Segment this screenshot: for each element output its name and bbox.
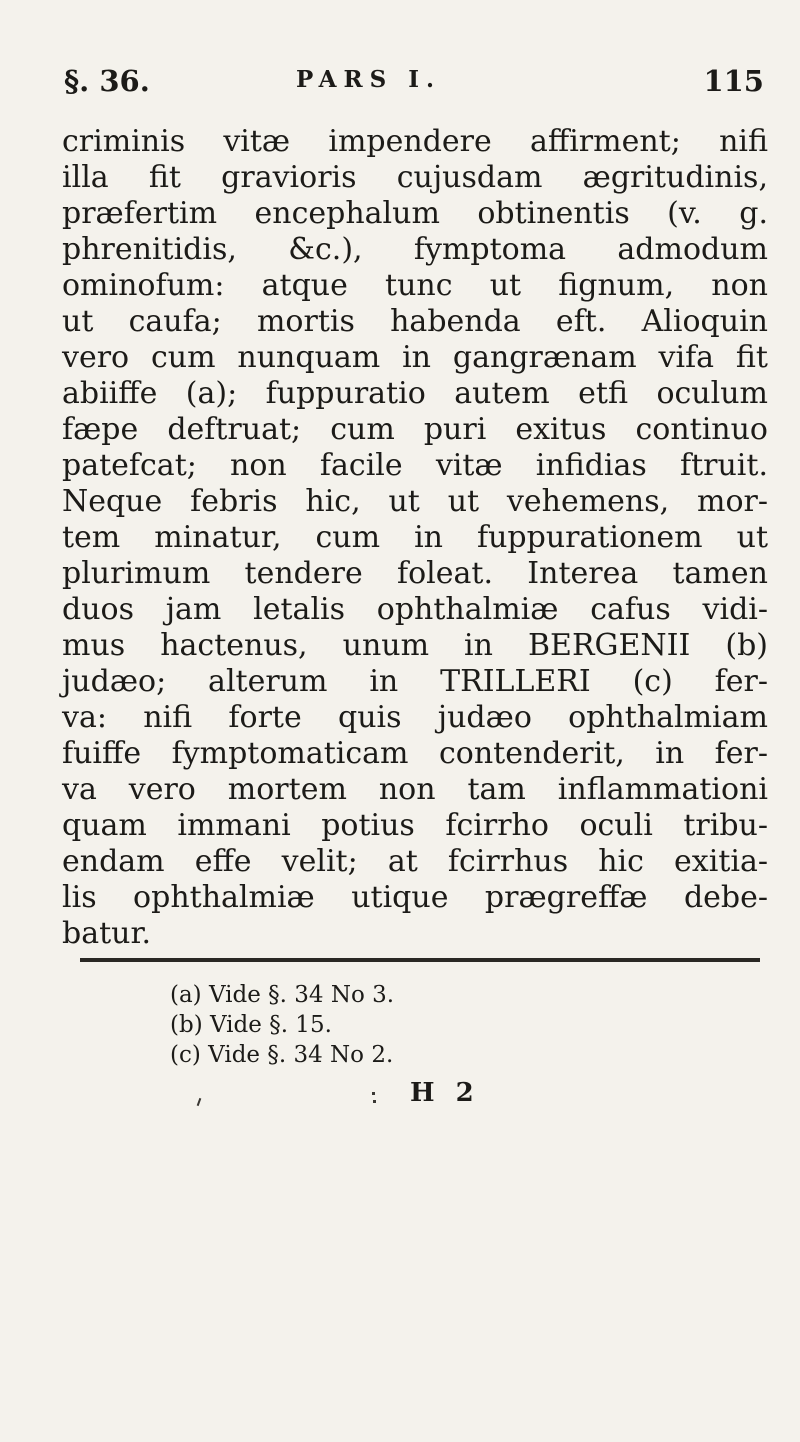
text-line: va: nifi forte quis judæo ophthalmiam xyxy=(62,700,768,735)
text-line: duos jam letalis ophthalmiæ cafus vidi- xyxy=(62,592,768,627)
page-header xyxy=(64,64,764,108)
text-line: fuiffe fymptomaticam contenderit, in fer- xyxy=(62,736,768,771)
text-line: criminis vitæ impendere affirment; nifi xyxy=(62,124,768,159)
running-title: PARS I. xyxy=(296,66,441,93)
footnotes xyxy=(170,980,394,1070)
text-line: Neque febris hic, ut ut vehemens, mor- xyxy=(62,484,768,519)
ink-speck xyxy=(197,1098,202,1106)
text-line: quam immani potius fcirrho oculi tribu- xyxy=(62,808,768,843)
text-line: ominofum: atque tunc ut fignum, non xyxy=(62,268,768,303)
footnote-b: (b) Vide §. 15. xyxy=(170,1012,332,1038)
section-number: §. 36. xyxy=(64,64,150,98)
text-line: va vero mortem non tam inflammationi xyxy=(62,772,768,807)
text-line: plurimum tendere foleat. Interea tamen xyxy=(62,556,768,591)
page-number: 115 xyxy=(703,64,764,98)
text-line: illa fit gravioris cujusdam ægritudinis, xyxy=(62,160,768,195)
text-line: phrenitidis, &c.), fymptoma admodum xyxy=(62,232,768,267)
text-line: abiiffe (a); fuppuratio autem etfi oculum xyxy=(62,376,768,411)
text-line: lis ophthalmiæ utique prægreffæ debe- xyxy=(62,880,768,915)
ink-speck xyxy=(373,1100,376,1103)
text-line: vero cum nunquam in gangrænam vifa fit xyxy=(62,340,768,375)
text-line: tem minatur, cum in fuppurationem ut xyxy=(62,520,768,555)
text-line: patefcat; non facile vitæ infidias ftruit. xyxy=(62,448,768,483)
footnote-divider xyxy=(80,958,760,962)
signature-mark: H 2 xyxy=(410,1078,480,1108)
ink-speck xyxy=(372,1092,375,1095)
text-line: endam effe velit; at fcirrhus hic exitia- xyxy=(62,844,768,879)
footnote-a: (a) Vide §. 34 No 3. xyxy=(170,982,395,1008)
text-line: fæpe deftruat; cum puri exitus continuo xyxy=(62,412,768,447)
text-line: præfertim encephalum obtinentis (v. g. xyxy=(62,196,768,231)
body-text xyxy=(62,124,768,952)
text-line: mus hactenus, unum in BERGENII (b) xyxy=(62,628,768,663)
text-line: judæo; alterum in TRILLERI (c) fer- xyxy=(62,664,768,699)
footnote-c: (c) Vide §. 34 No 2. xyxy=(170,1042,394,1068)
text-line: batur. xyxy=(62,916,152,951)
text-line: ut caufa; mortis habenda eft. Alioquin xyxy=(62,304,768,339)
